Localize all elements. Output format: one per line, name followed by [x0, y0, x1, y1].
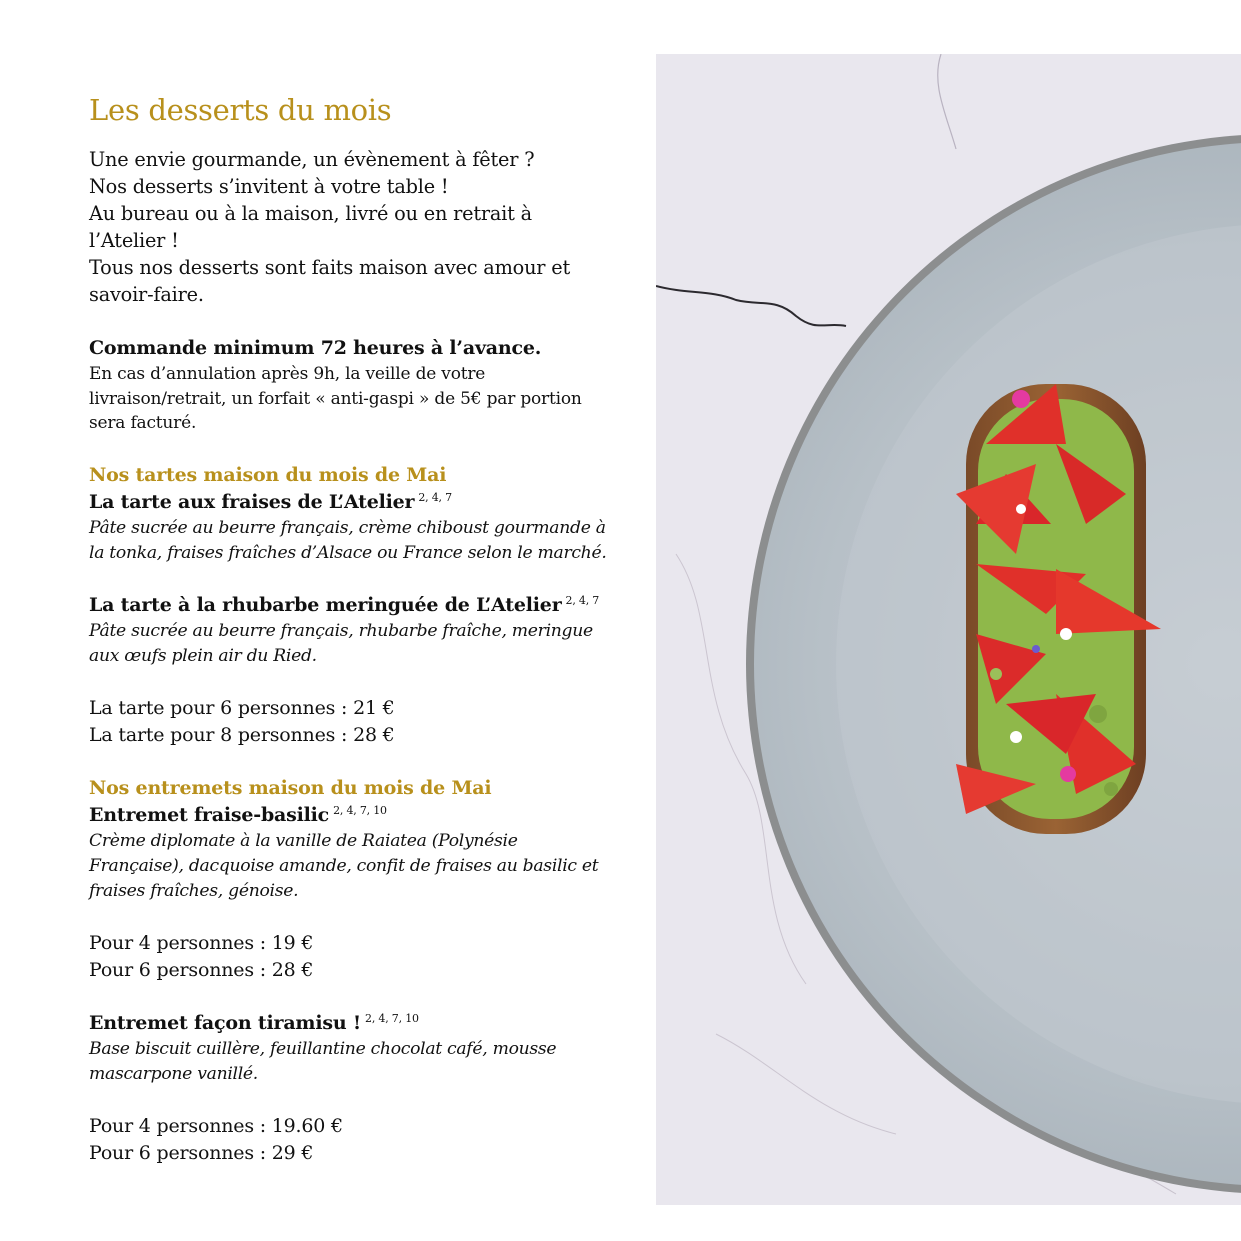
item-description-line: aux œufs plein air du Ried. [89, 645, 317, 666]
order-minimum-block [89, 335, 629, 436]
item-description-line: mascarpone vanillé. [89, 1063, 258, 1084]
item-description-line: Pâte sucrée au beurre français, rhubarbe fraîche, meringue [89, 620, 593, 641]
item-description [89, 1037, 629, 1087]
section-title-entremets: Nos entremets maison du mois de Mai [89, 776, 492, 799]
pistachio [990, 668, 1002, 680]
cancellation-note-line: livraison/retrait, un forfait « anti-gaspi » de 5€ par portion [89, 388, 582, 409]
intro-line: savoir-faire. [89, 283, 204, 306]
spacer [89, 984, 629, 1010]
allergen-codes: 2, 4, 7, 10 [365, 1011, 419, 1025]
flower [1060, 766, 1076, 782]
item-description-line: Pâte sucrée au beurre français, crème chiboust gourmande à [89, 517, 606, 538]
tartes-section [89, 462, 629, 749]
price-line: La tarte pour 6 personnes : 21 € [89, 696, 395, 719]
item-name [89, 592, 629, 619]
price-line: Pour 4 personnes : 19 € [89, 931, 314, 954]
flower [1060, 628, 1072, 640]
intro-line: Au bureau ou à la maison, livré ou en retrait à [89, 202, 532, 225]
item-name [89, 489, 629, 516]
item-description-line: Base biscuit cuillère, feuillantine chocolat café, mousse [89, 1038, 557, 1059]
spacer [89, 1087, 629, 1113]
item-name-text: La tarte à la rhubarbe meringuée de L’Atelier [89, 593, 562, 616]
flower [1010, 731, 1022, 743]
allergen-codes: 2, 4, 7 [565, 593, 600, 607]
intro-line: Nos desserts s’invitent à votre table ! [89, 175, 449, 198]
allergen-codes: 2, 4, 7 [418, 490, 452, 504]
item-description [89, 516, 629, 566]
intro-paragraph [89, 146, 629, 308]
entremets-section [89, 775, 629, 1167]
spacer [89, 669, 629, 695]
cancellation-note [89, 362, 629, 436]
item-name-text: Entremet façon tiramisu ! [89, 1011, 362, 1034]
item-name-text: La tarte aux fraises de L’Atelier [89, 490, 415, 513]
price-line: La tarte pour 8 personnes : 28 € [89, 723, 395, 746]
price-line: Pour 6 personnes : 28 € [89, 958, 314, 981]
item-description-line: Crème diplomate à la vanille de Raiatea (Polynésie [89, 830, 518, 851]
intro-line: Tous nos desserts sont faits maison avec amour et [89, 256, 571, 279]
dessert-photo [656, 54, 1241, 1205]
spacer [89, 566, 629, 592]
item-name-text: Entremet fraise-basilic [89, 803, 330, 826]
flower [1032, 645, 1040, 653]
dessert-photo-illustration [656, 54, 1241, 1205]
pistachio [1089, 705, 1107, 723]
flower [1012, 390, 1030, 408]
pistachio [1104, 782, 1118, 796]
item-description [89, 829, 629, 904]
menu-text-column [89, 92, 629, 1167]
intro-line: Une envie gourmande, un évènement à fêter ? [89, 148, 535, 171]
allergen-codes: 2, 4, 7, 10 [333, 803, 387, 817]
item-description-line: Française), dacquoise amande, confit de fraises au basilic et [89, 855, 599, 876]
section-title-tartes: Nos tartes maison du mois de Mai [89, 463, 447, 486]
item-description-line: fraises fraîches, génoise. [89, 880, 299, 901]
cancellation-note-line: En cas d’annulation après 9h, la veille de votre [89, 364, 486, 384]
item-description-line: la tonka, fraises fraîches d’Alsace ou France selon le marché. [89, 542, 607, 563]
price-line: Pour 4 personnes : 19.60 € [89, 1114, 343, 1137]
order-minimum-heading: Commande minimum 72 heures à l’avance. [89, 337, 542, 359]
spacer [89, 904, 629, 930]
item-description [89, 619, 629, 669]
price-line: Pour 6 personnes : 29 € [89, 1141, 314, 1164]
page-title: Les desserts du mois [89, 93, 392, 127]
cancellation-note-line: sera facturé. [89, 413, 197, 433]
item-name [89, 1010, 629, 1037]
item-name [89, 802, 629, 829]
flower [1016, 504, 1026, 514]
intro-line: l’Atelier ! [89, 229, 179, 252]
